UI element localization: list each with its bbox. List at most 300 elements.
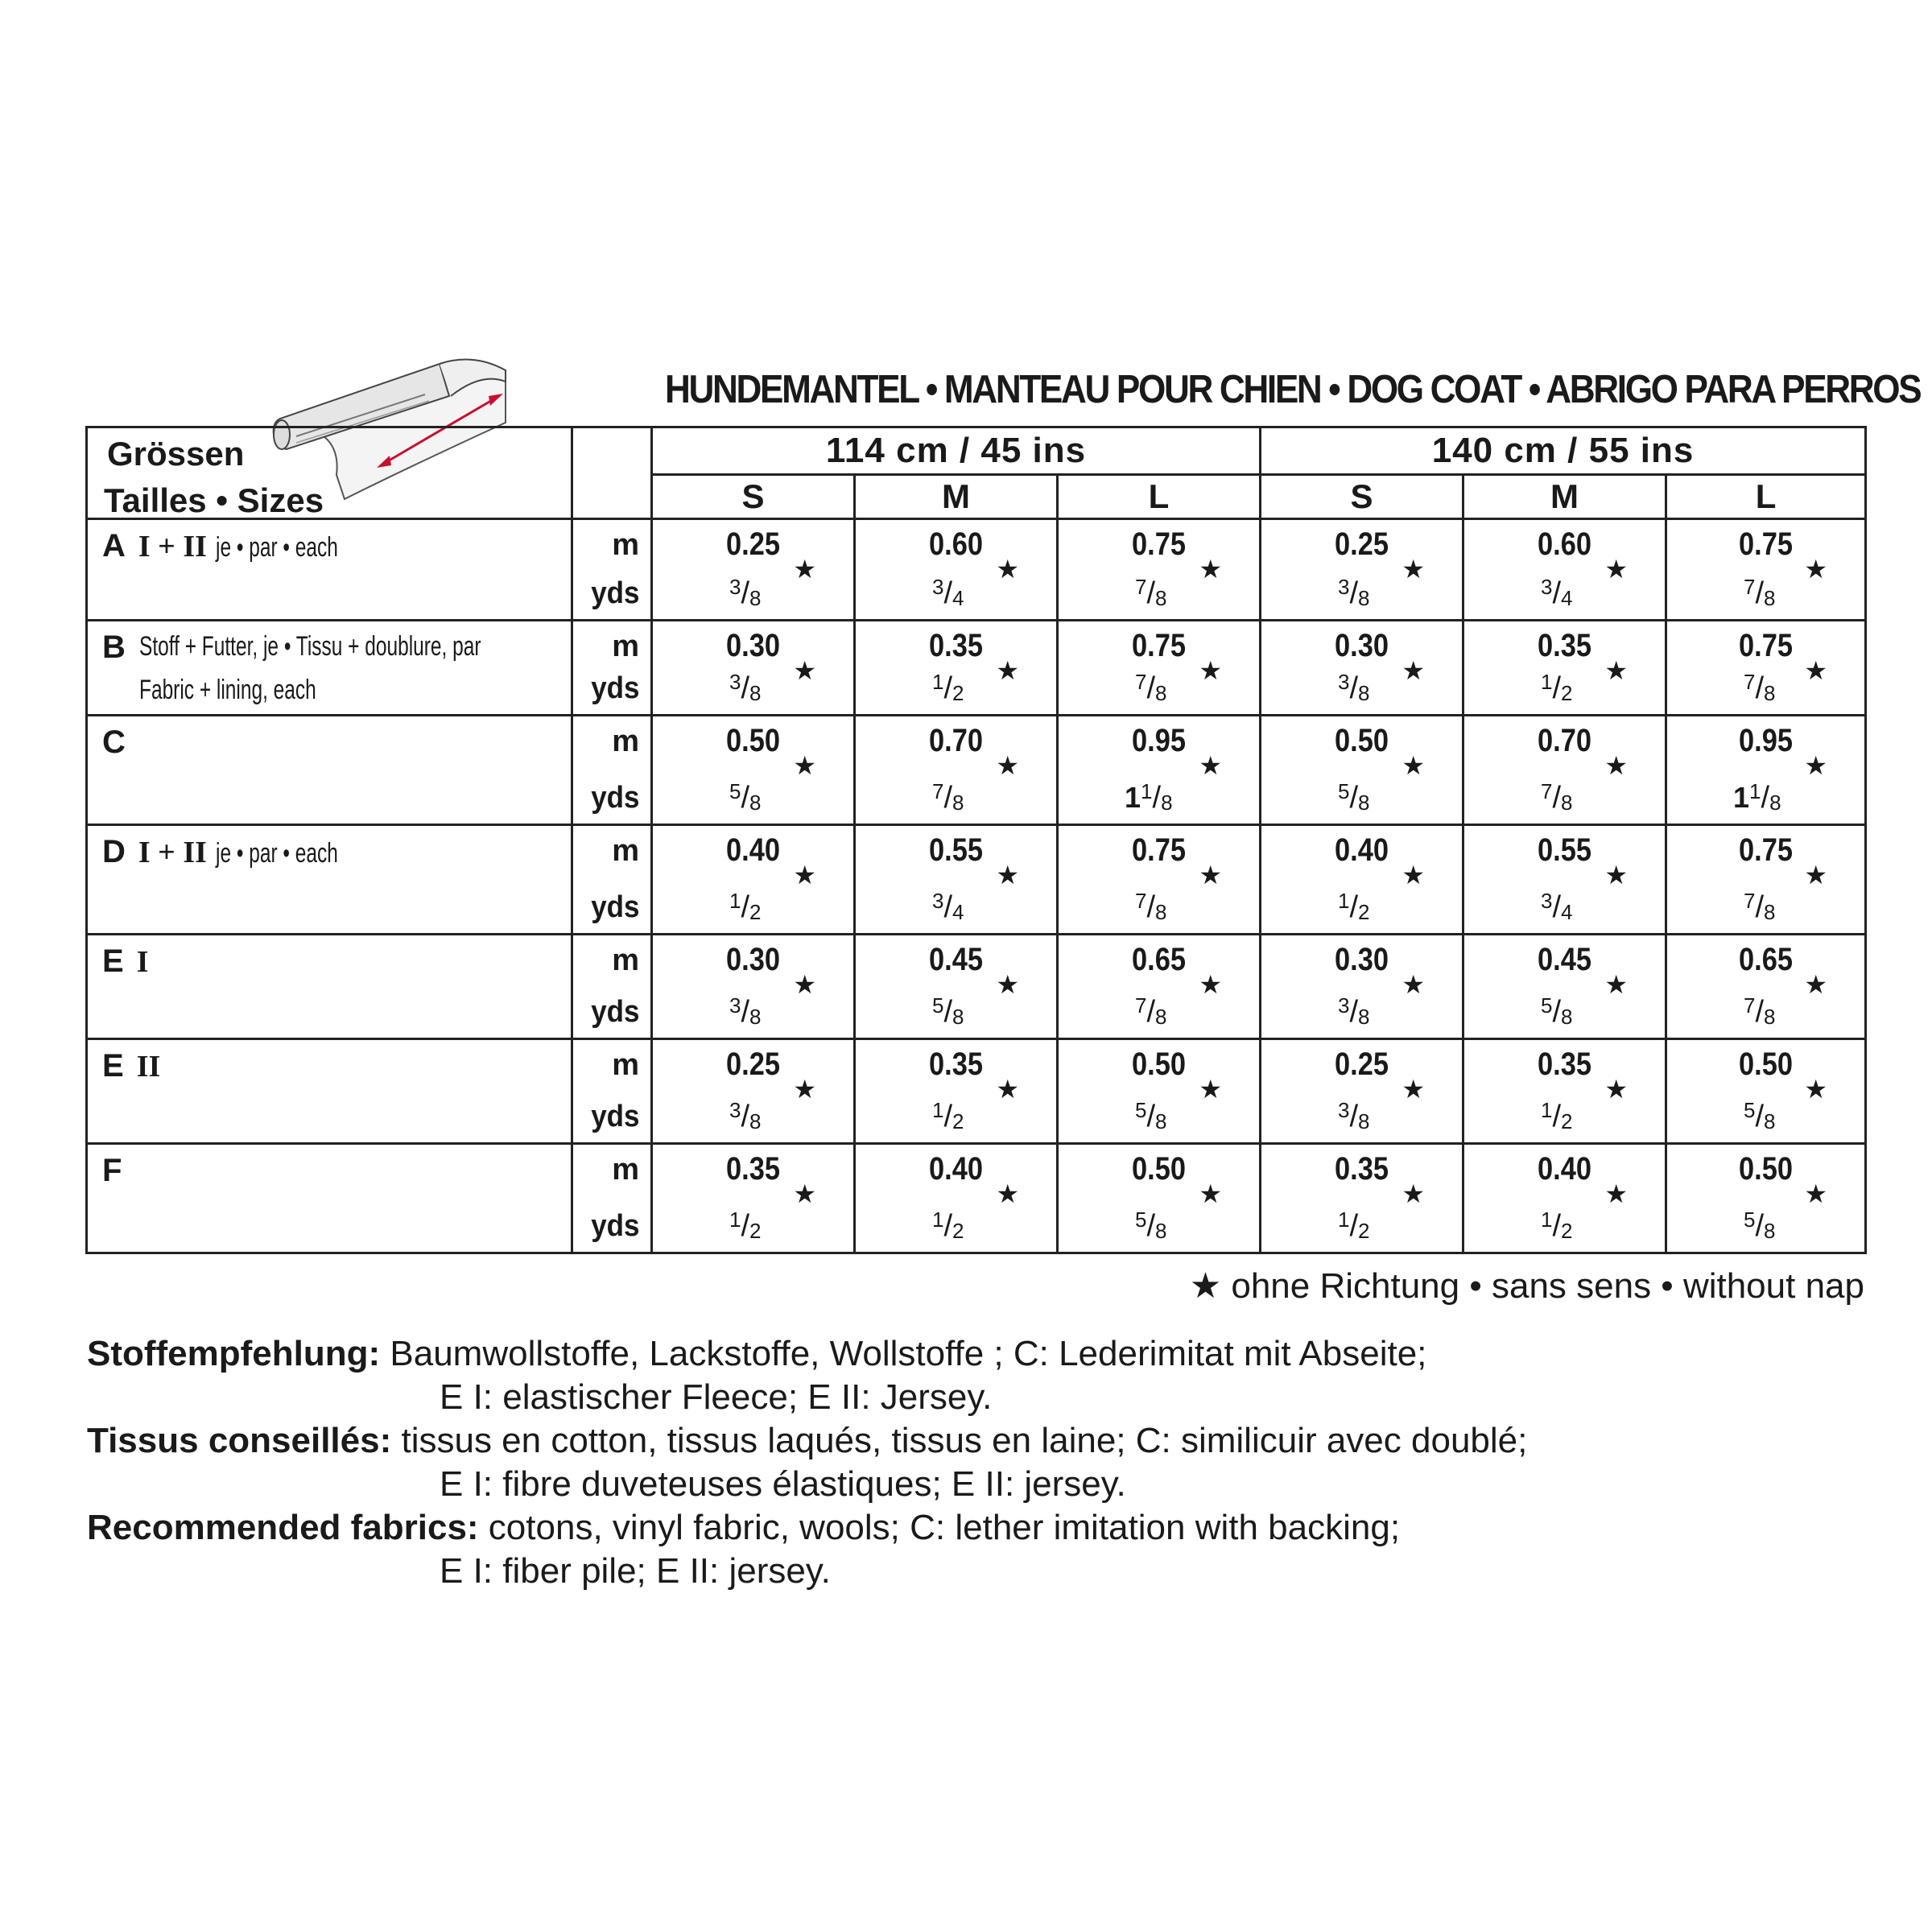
view-piece-numbers: I + II [138,836,207,869]
meters-value: 0.65 [1132,942,1186,977]
meters-value: 0.45 [1538,942,1591,977]
meters-value: 0.55 [1538,832,1591,868]
yards-denominator: 2 [1358,1219,1370,1243]
meters-value: 0.40 [929,1151,983,1187]
yards-numerator: 3 [729,1098,741,1122]
yardage-cell [1058,935,1261,1039]
yardage-cell [1058,825,1261,935]
yards-denominator: 8 [1358,681,1370,705]
yards-value [729,890,762,925]
fraction-slash: / [1755,995,1765,1029]
yards-denominator: 8 [1155,586,1167,610]
yards-numerator: 7 [1135,575,1147,599]
yardage-cell [855,825,1058,935]
yards-denominator: 8 [1764,586,1776,610]
yards-denominator: 8 [1358,1005,1370,1029]
unit-meters: m [612,1048,639,1082]
yards-denominator: 8 [1358,586,1370,610]
fraction-slash: / [741,1100,750,1133]
star-icon: ★ [793,1075,816,1104]
yards-denominator: 2 [952,1219,964,1243]
fraction-slash: / [1146,890,1156,924]
yards-numerator: 5 [1541,993,1553,1018]
fraction-slash: / [741,781,750,815]
yards-value [1338,890,1370,925]
view-note: je • par • each [216,532,338,563]
meters-value: 0.70 [1538,723,1591,758]
yards-value [1135,995,1167,1030]
unit-meters: m [612,943,639,977]
fabric-label: Recommended fabrics: [87,1508,479,1547]
fraction-slash: / [1755,671,1765,705]
yards-denominator: 8 [1764,1005,1776,1029]
yards-numerator: 5 [729,779,741,803]
yardage-cell [652,716,855,825]
yards-denominator: 8 [952,1005,964,1029]
star-icon: ★ [1604,751,1629,780]
yards-numerator: 7 [932,779,944,803]
fraction-slash: / [1146,995,1156,1029]
yardage-cell [1666,1039,1866,1144]
view-letter: F [102,1153,122,1188]
unit-yards: yds [590,781,639,815]
yards-value [729,1209,762,1244]
fabric-label: Stoffempfehlung: [87,1334,381,1373]
star-icon: ★ [996,1075,1019,1104]
fraction-slash: / [1349,671,1359,705]
yards-value [1135,576,1167,611]
yards-denominator: 2 [1561,1109,1573,1133]
yards-numerator: 5 [1135,1098,1147,1122]
yards-numerator: 1 [1541,1208,1553,1232]
width-header-140: 140 cm / 55 ins [1261,427,1866,475]
yardage-cell [855,935,1058,1039]
yards-denominator: 8 [749,1109,762,1133]
meters-value: 0.75 [1132,526,1186,562]
fraction-slash: / [1552,1209,1562,1243]
yards-denominator: 8 [1561,791,1573,815]
yards-numerator: 3 [932,889,944,913]
yardage-cell [1261,935,1463,1039]
yards-denominator: 8 [1155,1109,1167,1133]
yards-denominator: 4 [952,900,964,924]
yards-denominator: 2 [952,1109,964,1133]
meters-value: 0.75 [1132,628,1186,663]
view-heading [102,943,148,980]
yards-numerator: 5 [1744,1208,1756,1232]
view-piece-numbers: I [136,945,149,979]
yards-numerator: 7 [1135,993,1147,1018]
star-icon: ★ [1402,751,1426,780]
meters-value: 0.30 [726,628,780,663]
fabric-recommendations [87,1332,1858,1593]
fraction-slash: / [741,671,750,705]
star-icon: ★ [996,861,1019,890]
fabric-line-de [87,1332,1858,1376]
yardage-cell [1261,716,1463,825]
yards-numerator: 7 [1744,889,1756,913]
yards-numerator: 5 [1744,1098,1756,1122]
yards-value [1541,995,1573,1030]
fraction-slash: / [741,1209,750,1243]
unit-meters: m [612,528,639,562]
view-label [87,935,572,1039]
yards-whole: 1 [1733,781,1750,814]
view-note: Stoff + Futter, je • Tissu + doublure, par [139,631,481,662]
yards-numerator: 1 [1141,779,1153,803]
yards-denominator: 8 [1155,900,1167,924]
yards-denominator: 8 [1155,681,1167,705]
yards-value [932,576,964,611]
meters-value: 0.95 [1132,723,1186,758]
unit-cell [572,621,652,716]
yards-denominator: 4 [952,586,964,610]
yards-value [1135,671,1167,706]
star-icon: ★ [1604,1179,1629,1208]
star-icon: ★ [1402,555,1426,584]
star-icon: ★ [1804,970,1828,999]
star-icon: ★ [1804,861,1828,890]
fraction-slash: / [1349,890,1359,924]
table-row [87,621,1866,716]
yards-numerator: 3 [1541,575,1553,599]
yards-denominator: 8 [1358,791,1370,815]
star-icon: ★ [1199,861,1223,890]
view-note: Fabric + lining, each [139,675,316,705]
fraction-slash: / [1146,671,1156,705]
yardage-cell [855,1039,1058,1144]
fabric-line-fr [87,1419,1858,1463]
yardage-cell [1261,1039,1463,1144]
star-icon: ★ [1604,861,1629,890]
meters-value: 0.75 [1739,832,1794,868]
yards-value [1338,995,1370,1030]
yardage-cell [855,519,1058,621]
star-icon: ★ [793,1179,816,1208]
star-icon: ★ [1804,1075,1828,1104]
fraction-slash: / [1349,1100,1359,1133]
yards-numerator: 3 [1338,670,1350,694]
yards-numerator: 7 [1135,670,1147,694]
yards-denominator: 8 [1561,1005,1573,1029]
fraction-slash: / [1552,890,1562,924]
yardage-cell [652,519,855,621]
meters-value: 0.35 [1335,1151,1389,1187]
unit-yards: yds [590,576,639,610]
yards-value [1541,890,1573,925]
fraction-slash: / [1552,995,1562,1029]
fraction-slash: / [741,890,750,924]
view-letter: A [102,528,126,564]
yards-numerator: 3 [1338,993,1350,1018]
yardage-cell [1463,1039,1666,1144]
yards-value [729,1100,762,1134]
meters-value: 0.25 [726,526,780,562]
unit-meters: m [612,834,639,868]
yardage-cell [652,1039,855,1144]
fraction-slash: / [1552,576,1562,610]
fraction-slash: / [1349,1209,1359,1243]
yards-numerator: 5 [1135,1208,1147,1232]
star-icon: ★ [1199,555,1223,584]
yards-numerator: 1 [1749,779,1761,803]
unit-cell [572,716,652,825]
nap-note: ★ ohne Richtung • sans sens • without nap [1189,1266,1864,1306]
yardage-cell [855,1144,1058,1253]
view-letter: E [102,1048,124,1084]
star-icon: ★ [1604,970,1629,999]
star-icon: ★ [1402,1179,1426,1208]
yards-value [1338,1209,1370,1244]
meters-value: 0.50 [1739,1046,1794,1082]
yards-value [1744,1100,1776,1134]
view-label [87,1039,572,1144]
meters-value: 0.35 [1538,1046,1591,1082]
star-icon: ★ [996,751,1019,780]
star-icon: ★ [1804,656,1828,685]
meters-value: 0.60 [929,526,983,562]
yardage-cell [1666,935,1866,1039]
yards-value [1338,1100,1370,1134]
table-row [87,1039,1866,1144]
yards-value [729,671,762,706]
unit-yards: yds [590,995,639,1029]
star-icon: ★ [793,656,816,685]
yardage-cell [855,716,1058,825]
yards-numerator: 7 [1541,779,1553,803]
table-row [87,519,1866,621]
meters-value: 0.40 [726,832,780,868]
fabric-line-en [87,1506,1858,1550]
star-icon: ★ [1402,1075,1426,1104]
fraction-slash: / [1755,1209,1765,1243]
star-icon: ★ [1604,1075,1629,1104]
yardage-cell [1463,716,1666,825]
yardage-cell [1463,1144,1666,1253]
width-header-row [87,427,1866,475]
view-note: je • par • each [216,838,338,869]
fabric-text-cont: E I: fiber pile; E II: jersey. [440,1551,831,1591]
size-header: S [1261,475,1463,519]
yards-numerator: 7 [1744,670,1756,694]
meters-value: 0.40 [1538,1151,1591,1187]
yards-denominator: 8 [1155,1219,1167,1243]
meters-value: 0.30 [1335,628,1389,663]
star-icon: ★ [793,555,816,584]
yards-value [1541,576,1573,611]
yards-numerator: 7 [1135,889,1147,913]
fraction-slash: / [1552,671,1562,705]
fraction-slash: / [1146,1209,1156,1243]
fraction-slash: / [1552,1100,1562,1133]
yardage-cell [1058,621,1261,716]
unit-yards: yds [590,671,639,705]
yardage-table [85,426,1867,1254]
meters-value: 0.70 [929,723,983,758]
star-icon: ★ [1199,1075,1223,1104]
yards-value [932,890,964,925]
meters-value: 0.40 [1335,832,1389,868]
yardage-cell [855,621,1058,716]
star-icon: ★ [1804,751,1828,780]
view-letter: C [102,724,126,760]
table-row [87,716,1866,825]
yards-numerator: 3 [729,670,741,694]
yards-value [1338,576,1370,611]
table-row [87,935,1866,1039]
yards-numerator: 1 [1541,670,1553,694]
view-heading [102,724,126,761]
fraction-slash: / [1146,576,1156,610]
fabric-label: Tissus conseillés: [87,1421,392,1460]
yardage-cell [1058,716,1261,825]
yards-numerator: 5 [932,993,944,1018]
yards-denominator: 8 [749,1005,762,1029]
fraction-slash: / [943,1100,953,1133]
yards-numerator: 1 [729,889,741,913]
yardage-cell [1666,716,1866,825]
yards-value [1744,890,1776,925]
yards-value [1135,1100,1167,1134]
fraction-slash: / [1349,781,1359,815]
meters-value: 0.35 [1538,628,1591,663]
star-icon: ★ [1199,751,1223,780]
star-icon: ★ [1199,656,1223,685]
view-heading [102,528,386,564]
yardage-cell [1666,1144,1866,1253]
yardage-cell [652,825,855,935]
yards-numerator: 7 [1744,575,1756,599]
fraction-slash: / [943,1209,953,1243]
yards-denominator: 4 [1561,586,1573,610]
yards-denominator: 8 [1764,681,1776,705]
size-header: L [1666,475,1866,519]
view-heading [102,1153,122,1189]
yards-whole: 1 [1125,781,1141,814]
view-letter: B [102,630,126,665]
fabric-text-cont: E I: elastischer Fleece; E II: Jersey. [440,1377,993,1417]
fraction-slash: / [1761,781,1770,815]
yardage-cell [652,621,855,716]
yardage-cell [1261,519,1463,621]
width-header-114: 114 cm / 45 ins [652,427,1261,475]
unit-yards: yds [590,1209,639,1243]
fraction-slash: / [741,576,750,610]
yards-denominator: 8 [952,791,964,815]
meters-value: 0.75 [1739,628,1794,663]
yardage-cell [1261,1144,1463,1253]
yards-numerator: 1 [729,1208,741,1232]
meters-value: 0.75 [1132,832,1186,868]
star-icon: ★ [1604,555,1629,584]
table-row [87,1144,1866,1253]
meters-value: 0.75 [1739,526,1794,562]
fraction-slash: / [1755,576,1765,610]
yards-value [1135,1209,1167,1244]
unit-yards: yds [590,890,639,924]
fraction-slash: / [943,671,953,705]
meters-value: 0.95 [1739,723,1794,758]
yards-value [729,576,762,611]
yardage-cell [1666,621,1866,716]
fraction-slash: / [943,995,953,1029]
view-label [87,825,572,935]
view-label [87,1144,572,1253]
yards-value [1541,1209,1573,1244]
fraction-slash: / [1349,576,1359,610]
star-icon: ★ [1604,656,1629,685]
yards-value [932,1209,964,1244]
yards-value [729,781,762,815]
table-row [87,825,1866,935]
page-title: HUNDEMANTEL • MANTEAU POUR CHIEN • DOG COAT • ABRIGO PARA PERROS [665,368,1921,411]
yards-denominator: 8 [1764,1219,1776,1243]
fraction-slash: / [1146,1100,1156,1133]
yards-denominator: 8 [1764,900,1776,924]
meters-value: 0.50 [726,723,780,758]
yardage-cell [1261,825,1463,935]
yards-value [932,1100,964,1134]
yards-denominator: 8 [1764,1109,1776,1133]
sizes-header-line2: Tailles • Sizes [104,481,324,519]
yards-numerator: 1 [932,1098,944,1122]
yardage-cell [1666,519,1866,621]
meters-value: 0.50 [1335,723,1389,758]
star-icon: ★ [996,656,1019,685]
fraction-slash: / [943,576,953,610]
yardage-cell [1058,1039,1261,1144]
size-header: M [1463,475,1666,519]
star-icon: ★ [996,1179,1019,1208]
yards-numerator: 1 [932,1208,944,1232]
view-label [87,621,572,716]
yards-denominator: 2 [1561,1219,1573,1243]
fraction-slash: / [1552,781,1562,815]
yards-value [932,781,964,815]
fabric-text: cotons, vinyl fabric, wools; C: lether imitation with backing; [478,1508,1401,1547]
yards-numerator: 5 [1338,779,1350,803]
yardage-cell [652,1144,855,1253]
yards-numerator: 1 [1338,1208,1350,1232]
yards-value [729,995,762,1030]
star-icon: ★ [1199,970,1223,999]
yards-numerator: 3 [729,993,741,1018]
meters-value: 0.30 [726,942,780,977]
unit-cell [572,1039,652,1144]
meters-value: 0.35 [929,1046,983,1082]
yardage-cell [1463,519,1666,621]
view-letter: E [102,943,124,979]
yards-denominator: 2 [1358,900,1370,924]
yards-value [1733,781,1781,815]
star-icon: ★ [1199,1179,1223,1208]
unit-cell [572,1144,652,1253]
meters-value: 0.60 [1538,526,1591,562]
meters-value: 0.50 [1132,1151,1186,1187]
yards-value [932,995,964,1030]
meters-value: 0.50 [1132,1046,1186,1082]
yards-numerator: 3 [1338,1098,1350,1122]
yards-numerator: 7 [1744,993,1756,1018]
unit-meters: m [612,1153,639,1187]
yards-value [1541,1100,1573,1134]
view-letter: D [102,834,126,869]
size-header: S [652,475,855,519]
meters-value: 0.25 [1335,526,1389,562]
meters-value: 0.45 [929,942,983,977]
unit-yards: yds [590,1100,639,1133]
view-label [87,716,572,825]
